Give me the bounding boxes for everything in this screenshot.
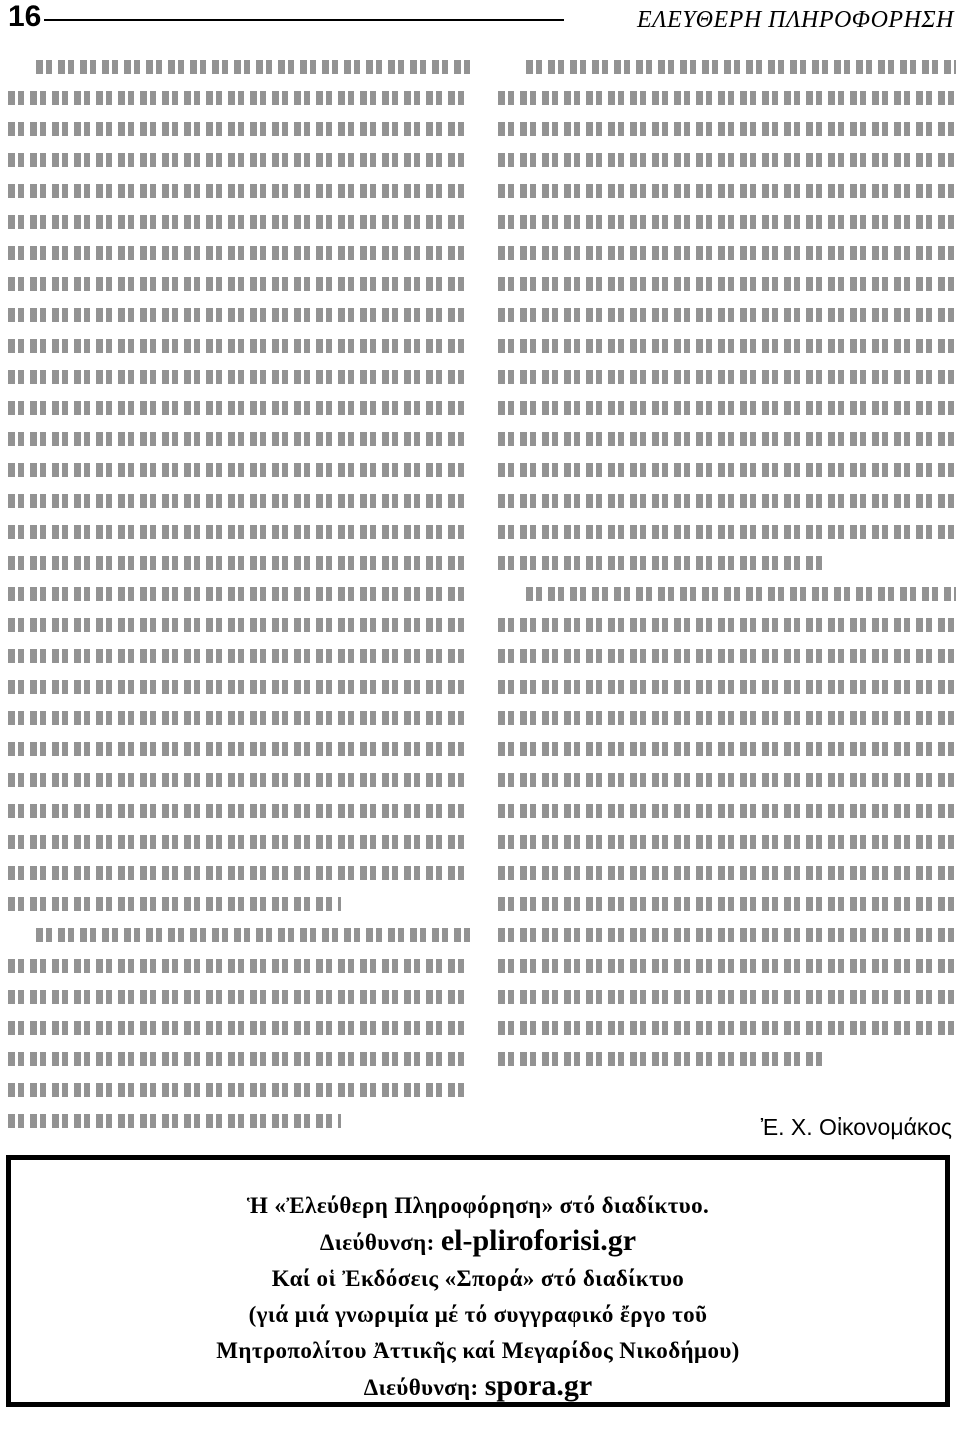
text-line <box>8 1013 470 1044</box>
text-line-redaction <box>8 835 470 849</box>
text-line <box>8 951 470 982</box>
text-line <box>498 672 956 703</box>
right-column <box>498 52 956 1142</box>
running-title: ΕΛΕΥΘΕΡΗ ΠΛΗΡΟΦΟΡΗΣΗ <box>636 7 954 33</box>
text-line-redaction <box>526 60 956 74</box>
text-line <box>498 827 956 858</box>
text-line-redaction <box>498 494 956 508</box>
text-line-redaction <box>498 153 956 167</box>
text-line <box>498 269 956 300</box>
text-line-redaction <box>498 91 956 105</box>
text-line-redaction <box>498 370 956 384</box>
text-line-redaction <box>8 246 470 260</box>
notice-address-line <box>11 1369 945 1406</box>
text-line <box>8 827 470 858</box>
text-line <box>498 300 956 331</box>
text-line <box>8 517 470 548</box>
text-line-redaction <box>498 649 956 663</box>
text-line-redaction <box>8 742 470 756</box>
page-number: 16 <box>8 0 42 33</box>
text-line <box>8 362 470 393</box>
text-line-redaction <box>8 804 470 818</box>
text-line <box>8 765 470 796</box>
text-line-redaction <box>8 556 470 570</box>
text-line-redaction <box>498 122 956 136</box>
website-link[interactable]: el-pliroforisi.gr <box>440 1224 637 1257</box>
text-line <box>498 951 956 982</box>
text-line-redaction <box>8 277 470 291</box>
text-line <box>8 300 470 331</box>
paragraph <box>8 920 470 1137</box>
text-line-redaction <box>8 215 470 229</box>
text-line-redaction <box>498 308 956 322</box>
text-line <box>498 889 956 920</box>
text-line-redaction <box>498 277 956 291</box>
text-line-redaction <box>8 525 470 539</box>
text-line-redaction <box>498 835 956 849</box>
text-line-redaction <box>8 1021 470 1035</box>
text-line <box>498 1044 956 1075</box>
text-line-redaction <box>8 773 470 787</box>
text-line-redaction <box>498 463 956 477</box>
header-rule <box>44 19 564 21</box>
text-line-redaction <box>498 928 956 942</box>
text-line-redaction <box>526 587 956 601</box>
text-line <box>498 796 956 827</box>
text-line <box>8 455 470 486</box>
text-line <box>498 114 956 145</box>
text-line-redaction <box>8 370 470 384</box>
text-line <box>498 362 956 393</box>
text-line-redaction <box>8 1114 341 1128</box>
text-line-redaction <box>8 494 470 508</box>
text-line-redaction <box>498 711 956 725</box>
text-line-redaction <box>8 184 470 198</box>
text-line <box>8 83 470 114</box>
text-line-redaction <box>8 1083 470 1097</box>
text-line-redaction <box>8 339 470 353</box>
text-line <box>8 982 470 1013</box>
text-line <box>8 610 470 641</box>
text-line <box>498 393 956 424</box>
text-line-redaction <box>498 401 956 415</box>
address-label: Διεύθυνση: <box>319 1230 435 1255</box>
text-line-redaction <box>8 959 470 973</box>
text-line <box>8 114 470 145</box>
website-link[interactable]: spora.gr <box>484 1369 593 1402</box>
text-line <box>8 145 470 176</box>
text-line-redaction <box>498 1021 956 1035</box>
text-line-redaction <box>8 308 470 322</box>
text-line-redaction <box>8 1052 470 1066</box>
text-line <box>498 52 956 83</box>
text-line-redaction <box>498 773 956 787</box>
text-line-redaction <box>498 246 956 260</box>
left-column <box>8 52 470 1142</box>
address-label: Διεύθυνση: <box>363 1375 479 1400</box>
text-line <box>8 1044 470 1075</box>
text-line <box>8 920 470 951</box>
text-line <box>498 145 956 176</box>
paragraph <box>8 52 470 920</box>
paragraph <box>498 579 956 1075</box>
text-line-redaction <box>498 959 956 973</box>
notice-line: Καί οἱ Ἐκδόσεις «Σπορά» στό διαδίκτυο <box>271 1266 685 1291</box>
text-line <box>8 672 470 703</box>
paragraph <box>498 52 956 579</box>
notice-line: Μητροπολίτου Ἀττικῆς καί Μεγαρίδος Νικοδήμου) <box>216 1338 740 1363</box>
text-line <box>498 920 956 951</box>
text-line-redaction <box>8 153 470 167</box>
text-line <box>498 703 956 734</box>
text-line <box>8 486 470 517</box>
text-line <box>498 610 956 641</box>
text-line <box>8 269 470 300</box>
text-line <box>498 548 956 579</box>
text-line <box>498 765 956 796</box>
text-line-redaction <box>498 339 956 353</box>
author-signature: Ἐ. Χ. Οἰκονομάκος <box>760 1114 952 1140</box>
text-line-redaction <box>498 556 828 570</box>
text-line-redaction <box>8 711 470 725</box>
text-line <box>498 331 956 362</box>
text-line-redaction <box>498 990 956 1004</box>
text-line <box>8 703 470 734</box>
text-line <box>498 486 956 517</box>
text-line <box>8 641 470 672</box>
text-line <box>8 1075 470 1106</box>
text-line-redaction <box>8 866 470 880</box>
text-line-redaction <box>8 463 470 477</box>
text-line <box>498 207 956 238</box>
text-line-redaction <box>498 215 956 229</box>
text-line <box>8 734 470 765</box>
text-line <box>8 331 470 362</box>
notice-line: (γιά μιά γνωριμία μέ τό συγγραφικό ἔργο τοῦ <box>248 1302 708 1327</box>
text-line <box>8 176 470 207</box>
text-line <box>8 393 470 424</box>
website-notice-box <box>6 1155 950 1407</box>
text-line-redaction <box>498 897 956 911</box>
text-line <box>498 517 956 548</box>
text-line <box>498 579 956 610</box>
text-line <box>8 796 470 827</box>
text-line-redaction <box>36 60 470 74</box>
text-line <box>498 641 956 672</box>
text-line <box>8 1106 470 1137</box>
text-line-redaction <box>8 618 470 632</box>
text-line-redaction <box>8 122 470 136</box>
text-line <box>8 238 470 269</box>
text-line-redaction <box>8 680 470 694</box>
text-line <box>8 207 470 238</box>
text-line-redaction <box>498 618 956 632</box>
text-line <box>8 424 470 455</box>
text-line <box>8 858 470 889</box>
text-line <box>498 83 956 114</box>
text-line-redaction <box>8 91 470 105</box>
text-line-redaction <box>8 990 470 1004</box>
text-line-redaction <box>498 184 956 198</box>
notice-address-line <box>11 1224 945 1261</box>
text-line <box>8 548 470 579</box>
text-line <box>498 982 956 1013</box>
text-line <box>498 238 956 269</box>
notice-line: Ἡ «Ἐλεύθερη Πληροφόρηση» στό διαδίκτυο. <box>246 1193 710 1218</box>
text-line <box>498 734 956 765</box>
text-line-redaction <box>36 928 470 942</box>
text-line-redaction <box>8 649 470 663</box>
text-line <box>8 579 470 610</box>
text-line <box>8 52 470 83</box>
text-line <box>498 455 956 486</box>
text-line-redaction <box>8 897 341 911</box>
text-line <box>498 424 956 455</box>
text-line-redaction <box>498 432 956 446</box>
text-line <box>498 858 956 889</box>
text-line-redaction <box>498 866 956 880</box>
text-line-redaction <box>498 804 956 818</box>
text-line <box>8 889 470 920</box>
text-line-redaction <box>498 742 956 756</box>
text-line-redaction <box>8 587 470 601</box>
text-line-redaction <box>498 680 956 694</box>
text-line <box>498 176 956 207</box>
text-line-redaction <box>498 1052 828 1066</box>
text-line <box>498 1013 956 1044</box>
text-line-redaction <box>8 401 470 415</box>
text-line-redaction <box>8 432 470 446</box>
text-line-redaction <box>498 525 956 539</box>
